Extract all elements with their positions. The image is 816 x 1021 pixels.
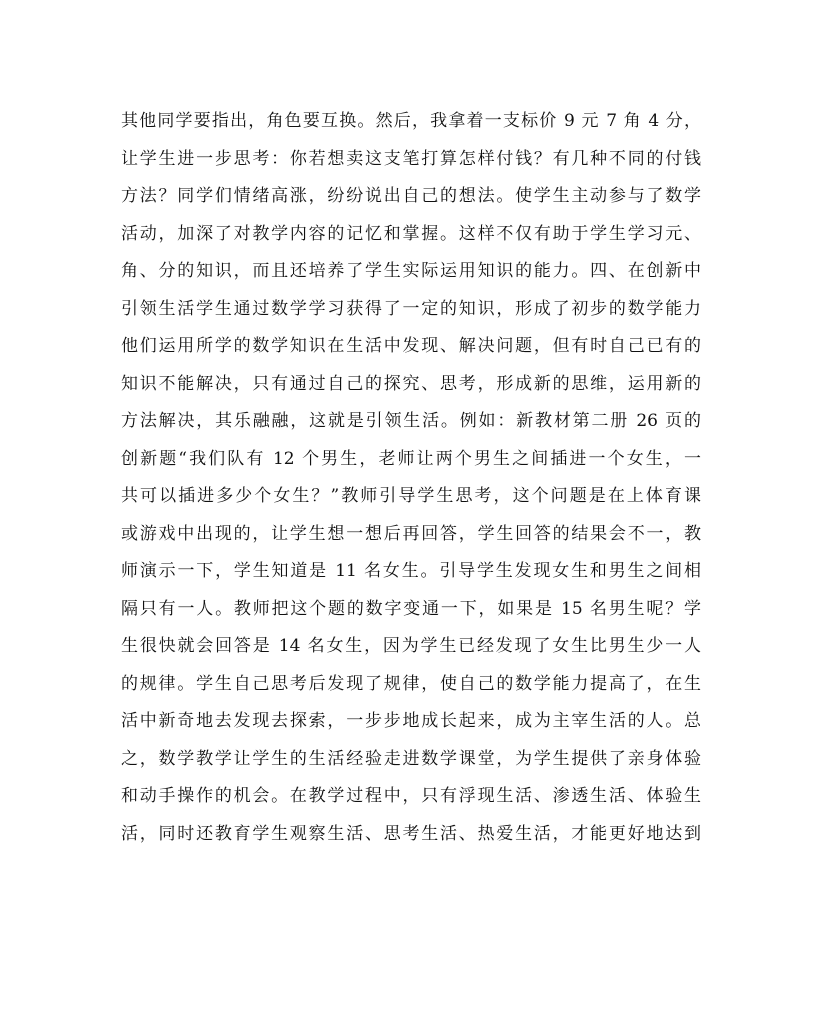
text-line: 活中新奇地去发现去探索，一步步地成长起来，成为主宰生活的人。总 (121, 711, 701, 731)
text-line: 创新题“我们队有 12 个男生，老师让两个男生之间插进一个女生，一 (121, 448, 701, 469)
text-line: 生很快就会回答是 14 名女生，因为学生已经发现了女生比男生少一人 (121, 636, 701, 656)
text-line: 和动手操作的机会。在教学过程中，只有浮现生活、渗透生活、体验生 (121, 786, 701, 806)
text-line: 活，同时还教育学生观察生活、思考生活、热爱生活，才能更好地达到 (121, 823, 701, 844)
text-line: 角、分的知识，而且还培养了学生实际运用知识的能力。四、在创新中 (121, 261, 701, 281)
text-line: 活动，加深了对教学内容的记忆和掌握。这样不仅有助于学生学习元、 (121, 223, 701, 244)
text-line: 共可以插进多少个女生？”教师引导学生思考，这个问题是在上体育课 (121, 486, 701, 506)
text-line: 的规律。学生自己思考后发现了规律，使自己的数学能力提高了，在生 (121, 673, 701, 694)
text-line: 他们运用所学的数学知识在生活中发现、解决问题，但有时自己已有的 (121, 336, 701, 356)
text-line: 其他同学要指出，角色要互换。然后，我拿着一支标价 9 元 7 角 4 分， (121, 111, 701, 131)
text-line: 师演示一下，学生知道是 11 名女生。引导学生发现女生和男生之间相 (121, 561, 701, 581)
text-line: 方法？同学们情绪高涨，纷纷说出自己的想法。使学生主动参与了数学 (121, 186, 701, 206)
body-text (121, 103, 701, 853)
text-line: 或游戏中出现的，让学生想一想后再回答，学生回答的结果会不一，教 (121, 523, 701, 544)
text-line: 隔只有一人。教师把这个题的数字变通一下，如果是 15 名男生呢？学 (121, 598, 701, 619)
text-line: 引领生活学生通过数学学习获得了一定的知识，形成了初步的数学能力 (121, 298, 701, 319)
text-line: 让学生进一步思考：你若想卖这支笔打算怎样付钱？有几种不同的付钱 (121, 148, 701, 169)
text-line: 之，数学教学让学生的生活经验走进数学课堂，为学生提供了亲身体验 (121, 748, 701, 769)
text-line: 知识不能解决，只有通过自己的探究、思考，形成新的思维，运用新的 (121, 373, 701, 394)
text-line: 方法解决，其乐融融，这就是引领生活。例如：新教材第二册 26 页的 (121, 411, 701, 431)
